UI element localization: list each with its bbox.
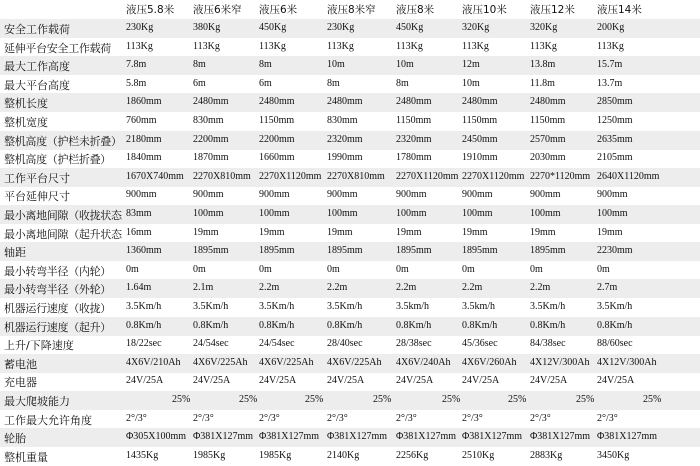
table-cell: 2.7m xyxy=(597,282,618,294)
table-cell: Φ381X127mm xyxy=(396,431,457,443)
table-row xyxy=(0,391,700,410)
table-cell: 2883Kg xyxy=(530,449,563,461)
table-row xyxy=(0,279,700,298)
table-cell: 4X6V/225Ah xyxy=(193,356,248,368)
table-cell: 4X12V/300Ah xyxy=(530,356,590,368)
table-cell: 2570mm xyxy=(530,133,566,145)
table-cell: 24V/25A xyxy=(327,375,365,387)
table-cell: 2.2m xyxy=(327,282,348,294)
table-cell: 1910mm xyxy=(462,152,498,164)
table-cell: 2.2m xyxy=(530,282,551,294)
table-cell: 100mm xyxy=(396,208,427,219)
table-cell: 2480mm xyxy=(327,96,363,108)
table-cell: 2200mm xyxy=(193,133,229,145)
table-cell: 2270X1120mm xyxy=(396,170,459,182)
table-cell: 113Kg xyxy=(597,40,624,52)
table-cell: 1435Kg xyxy=(126,449,159,461)
table-row xyxy=(0,372,700,391)
table-cell: 0m xyxy=(193,263,206,275)
table-cell: 2.2m xyxy=(259,282,280,294)
row-label: 机器运行速度（收拢） xyxy=(4,302,111,315)
table-cell: 0.8Km/h xyxy=(530,319,566,331)
table-cell: 24V/25A xyxy=(530,375,568,387)
table-row xyxy=(0,131,700,150)
row-label: 轮胎 xyxy=(4,432,26,446)
table-cell: 0m xyxy=(396,263,409,275)
table-cell: 1840mm xyxy=(126,152,162,164)
table-cell: 1990mm xyxy=(327,152,363,164)
row-label: 整机重量 xyxy=(4,450,48,464)
table-cell: 28/38sec xyxy=(396,338,432,350)
table-row xyxy=(0,38,700,57)
table-cell: 900mm xyxy=(462,189,493,201)
table-cell: 2140Kg xyxy=(327,449,360,461)
table-cell: 113Kg xyxy=(396,40,423,52)
table-row xyxy=(0,354,700,373)
table-cell: 200Kg xyxy=(597,22,625,33)
table-cell: 0.8Km/h xyxy=(327,319,363,331)
table-cell: 7.8m xyxy=(126,59,147,71)
table-cell: 2256Kg xyxy=(396,449,429,461)
table-cell: 3.5Km/h xyxy=(126,301,162,312)
table-row xyxy=(0,335,700,354)
table-cell: 2270*1120mm xyxy=(530,170,591,182)
table-cell: 1780mm xyxy=(396,152,432,164)
table-cell: 2480mm xyxy=(462,96,498,108)
table-cell: 100mm xyxy=(530,208,561,219)
table-cell: 24V/25A xyxy=(259,375,297,387)
table-cell: 1150mm xyxy=(530,115,566,126)
table-cell: 2270X1120mm xyxy=(259,170,322,182)
table-cell: 113Kg xyxy=(530,40,557,52)
column-header: 液压10米 xyxy=(462,4,507,16)
table-cell: 3.5km/h xyxy=(462,301,496,312)
table-cell: 1150mm xyxy=(396,115,432,126)
table-cell: 18/22sec xyxy=(126,338,162,350)
row-label: 整机长度 xyxy=(4,97,48,111)
table-row xyxy=(0,168,700,187)
table-cell: 2°/3° xyxy=(327,412,348,424)
table-cell: 100mm xyxy=(597,208,628,219)
table-row xyxy=(0,112,700,131)
table-cell: 8m xyxy=(193,59,206,71)
table-cell: 3.5Km/h xyxy=(327,301,363,312)
table-cell: 2640X1120mm xyxy=(597,170,660,182)
table-cell: 450Kg xyxy=(259,22,287,33)
table-cell: 2230mm xyxy=(597,245,633,257)
table-cell: 45/36sec xyxy=(462,338,498,350)
table-cell: 13.8m xyxy=(530,59,556,71)
row-label: 最小转弯半径（内轮） xyxy=(4,264,111,278)
table-row xyxy=(0,19,700,38)
table-cell: 2450mm xyxy=(462,133,498,145)
table-cell: 1250mm xyxy=(597,115,633,126)
table-cell: 3.5Km/h xyxy=(530,301,566,312)
row-label: 整机高度（护栏折叠） xyxy=(4,153,111,167)
row-label: 工作最大允许角度 xyxy=(4,413,92,427)
table-cell: 1895mm xyxy=(462,245,498,257)
table-cell: 2320mm xyxy=(396,133,432,145)
row-label: 工作平台尺寸 xyxy=(4,171,70,185)
table-cell: 320Kg xyxy=(462,22,490,33)
table-cell: 19mm xyxy=(530,226,556,238)
table-cell: 1660mm xyxy=(259,152,295,164)
table-cell: 12m xyxy=(462,59,480,71)
table-cell: 113Kg xyxy=(193,40,220,52)
table-cell: 830mm xyxy=(193,115,224,126)
table-cell: 24/54sec xyxy=(193,338,229,350)
table-cell: 25% xyxy=(239,394,258,405)
table-cell: 0m xyxy=(597,263,610,275)
table-cell: 3.5km/h xyxy=(396,301,430,312)
table-cell: 4X6V/225Ah xyxy=(327,356,382,368)
table-row xyxy=(0,75,700,94)
table-cell: 1.64m xyxy=(126,282,152,294)
column-header: 液压5.8米 xyxy=(126,4,175,16)
column-header: 液压8米 xyxy=(396,4,435,16)
table-cell: 4X6V/225Ah xyxy=(259,356,314,368)
table-cell: Φ381X127mm xyxy=(327,431,388,443)
table-cell: 4X6V/210Ah xyxy=(126,356,181,368)
table-cell: 0m xyxy=(126,263,139,275)
table-cell: 25% xyxy=(373,394,392,405)
row-label: 轴距 xyxy=(4,246,26,260)
table-cell: 2.2m xyxy=(396,282,417,294)
column-header: 液压14米 xyxy=(597,4,642,16)
table-cell: 4X6V/260Ah xyxy=(462,356,517,368)
table-cell: 2320mm xyxy=(327,133,363,145)
table-row xyxy=(0,428,700,447)
table-row xyxy=(0,149,700,168)
table-row xyxy=(0,93,700,112)
table-cell: 8m xyxy=(259,59,272,71)
table-cell: 900mm xyxy=(259,189,290,201)
table-cell: 25% xyxy=(305,394,324,405)
row-label: 充电器 xyxy=(4,376,37,390)
table-cell: 0.8Km/h xyxy=(259,319,295,331)
table-cell: 19mm xyxy=(327,226,353,238)
table-cell: 100mm xyxy=(327,208,358,219)
table-cell: 83mm xyxy=(126,208,152,219)
header-row xyxy=(0,0,700,19)
table-cell: 380Kg xyxy=(193,22,221,33)
table-cell: 2480mm xyxy=(259,96,295,108)
table-cell: 230Kg xyxy=(327,22,355,33)
row-label: 最小离地间隙（起升状态 xyxy=(4,227,122,241)
table-cell: 900mm xyxy=(530,189,561,201)
column-header: 液压6米 xyxy=(259,4,298,16)
table-cell: 2850mm xyxy=(597,96,633,108)
table-cell: 900mm xyxy=(597,189,628,201)
table-cell: 113Kg xyxy=(462,40,489,52)
table-cell: 1895mm xyxy=(259,245,295,257)
table-cell: 0.8Km/h xyxy=(396,319,432,331)
table-cell: 0m xyxy=(462,263,475,275)
table-cell: 900mm xyxy=(396,189,427,201)
table-cell: 11.8m xyxy=(530,77,555,89)
table-cell: 4X6V/240Ah xyxy=(396,356,451,368)
table-cell: 19mm xyxy=(193,226,219,238)
table-cell: 2270X810mm xyxy=(327,170,385,182)
table-cell: 0.8Km/h xyxy=(462,319,498,331)
table-cell: 2°/3° xyxy=(462,412,483,424)
table-cell: 320Kg xyxy=(530,22,558,33)
table-cell: 830mm xyxy=(327,115,358,126)
table-cell: 19mm xyxy=(259,226,285,238)
table-cell: 19mm xyxy=(597,226,623,238)
table-cell: 8m xyxy=(396,77,409,89)
table-cell: 100mm xyxy=(193,208,224,219)
table-cell: 5.8m xyxy=(126,77,147,89)
table-row xyxy=(0,186,700,205)
table-cell: 900mm xyxy=(327,189,358,201)
table-cell: 1150mm xyxy=(259,115,295,126)
table-cell: 3.5Km/h xyxy=(193,301,229,312)
table-cell: 24V/25A xyxy=(126,375,164,387)
table-cell: Φ381X127mm xyxy=(193,431,254,443)
column-header: 液压12米 xyxy=(530,4,575,16)
table-cell: 10m xyxy=(396,59,414,71)
table-row xyxy=(0,56,700,75)
table-cell: 24V/25A xyxy=(597,375,635,387)
table-cell: 230Kg xyxy=(126,22,154,33)
table-cell: 2510Kg xyxy=(462,449,495,461)
row-label: 延伸平台安全工作载荷 xyxy=(4,41,111,55)
table-cell: 2.1m xyxy=(193,282,214,294)
table-cell: 1870mm xyxy=(193,152,229,164)
table-cell: 0m xyxy=(327,263,340,275)
column-header: 液压6米窄 xyxy=(193,4,242,16)
table-cell: 1860mm xyxy=(126,96,162,108)
table-cell: 4X12V/300Ah xyxy=(597,356,657,368)
table-cell: 1150mm xyxy=(462,115,498,126)
table-cell: 1895mm xyxy=(530,245,566,257)
table-cell: 25% xyxy=(442,394,461,405)
table-cell: 113Kg xyxy=(126,40,153,52)
table-cell: 1670X740mm xyxy=(126,170,184,182)
table-cell: Φ305X100mm xyxy=(126,431,187,443)
table-row xyxy=(0,242,700,261)
table-cell: 24/54sec xyxy=(259,338,295,350)
table-cell: 19mm xyxy=(396,226,422,238)
table-cell: 760mm xyxy=(126,115,157,126)
table-cell: 3.5Km/h xyxy=(597,301,633,312)
table-cell: 1895mm xyxy=(327,245,363,257)
row-label: 最大工作高度 xyxy=(4,60,70,74)
table-cell: 2200mm xyxy=(259,133,295,145)
table-row xyxy=(0,205,700,224)
table-cell: 0m xyxy=(259,263,272,275)
table-cell: 100mm xyxy=(259,208,290,219)
table-cell: 8m xyxy=(327,77,340,89)
table-cell: 6m xyxy=(193,77,206,89)
row-label: 整机宽度 xyxy=(4,116,48,129)
table-row xyxy=(0,410,700,429)
table-cell: 1895mm xyxy=(396,245,432,257)
table-cell: 0m xyxy=(530,263,543,275)
table-cell: 28/40sec xyxy=(327,338,363,350)
table-cell: Φ381X127mm xyxy=(259,431,320,443)
table-cell: 15.7m xyxy=(597,59,623,71)
table-cell: 2°/3° xyxy=(193,412,214,424)
table-cell: 24V/25A xyxy=(193,375,231,387)
table-cell: 25% xyxy=(643,394,662,405)
table-cell: 450Kg xyxy=(396,22,424,33)
table-cell: Φ381X127mm xyxy=(530,431,591,443)
table-cell: 3450Kg xyxy=(597,449,630,461)
table-cell: 1360mm xyxy=(126,245,162,257)
table-cell: 2270X1120mm xyxy=(462,170,525,182)
row-label: 安全工作载荷 xyxy=(4,23,70,36)
table-cell: 25% xyxy=(508,394,527,405)
table-cell: 24V/25A xyxy=(396,375,434,387)
table-cell: 2180mm xyxy=(126,133,162,145)
table-cell: 100mm xyxy=(462,208,493,219)
table-cell: 25% xyxy=(172,394,191,405)
table-cell: 88/60sec xyxy=(597,338,633,350)
column-header: 液压8米窄 xyxy=(327,4,376,16)
table-cell: 0.8Km/h xyxy=(193,319,229,331)
table-cell: 1895mm xyxy=(193,245,229,257)
table-cell: 1985Kg xyxy=(259,449,292,461)
table-cell: 2°/3° xyxy=(259,412,280,424)
table-cell: 1985Kg xyxy=(193,449,226,461)
table-row xyxy=(0,298,700,317)
table-cell: 16mm xyxy=(126,226,152,238)
table-cell: 900mm xyxy=(193,189,224,201)
table-cell: 3.5Km/h xyxy=(259,301,295,312)
table-cell: 13.7m xyxy=(597,77,623,89)
table-row xyxy=(0,261,700,280)
table-cell: 24V/25A xyxy=(462,375,500,387)
table-row xyxy=(0,317,700,336)
row-label: 最小转弯半径（外轮） xyxy=(4,283,111,297)
table-cell: 2°/3° xyxy=(126,412,147,424)
row-label: 整机高度（护栏未折叠） xyxy=(4,134,122,148)
table-cell: 2635mm xyxy=(597,133,633,145)
table-row xyxy=(0,447,700,466)
row-label: 最小离地间隙（收拢状态 xyxy=(4,209,122,222)
table-cell: 2480mm xyxy=(193,96,229,108)
table-cell: 900mm xyxy=(126,189,157,201)
row-label: 蓄电池 xyxy=(4,357,37,371)
table-cell: 2030mm xyxy=(530,152,566,164)
table-cell: 2270X810mm xyxy=(193,170,251,182)
table-cell: 2.2m xyxy=(462,282,483,294)
table-cell: 25% xyxy=(576,394,595,405)
table-cell: 113Kg xyxy=(259,40,286,52)
row-label: 最大平台高度 xyxy=(4,78,70,92)
table-row xyxy=(0,224,700,243)
table-cell: 6m xyxy=(259,77,272,89)
row-label: 机器运行速度（起升） xyxy=(4,320,111,334)
row-label: 上升/下降速度 xyxy=(4,339,74,353)
table-cell: 2480mm xyxy=(530,96,566,108)
table-cell: 2105mm xyxy=(597,152,633,164)
table-cell: 84/38sec xyxy=(530,338,566,350)
table-cell: 113Kg xyxy=(327,40,354,52)
table-cell: 2°/3° xyxy=(396,412,417,424)
table-cell: 10m xyxy=(327,59,345,71)
row-label: 平台延伸尺寸 xyxy=(4,190,70,204)
table-cell: 2°/3° xyxy=(597,412,618,424)
table-cell: 10m xyxy=(462,77,480,89)
table-cell: Φ381X127mm xyxy=(597,431,658,443)
table-cell: Φ381X127mm xyxy=(462,431,523,443)
table-cell: 19mm xyxy=(462,226,488,238)
table-cell: 0.8Km/h xyxy=(597,319,633,331)
row-label: 最大爬坡能力 xyxy=(4,395,70,408)
table-cell: 2480mm xyxy=(396,96,432,108)
table-cell: 0.8Km/h xyxy=(126,319,162,331)
table-cell: 2°/3° xyxy=(530,412,551,424)
